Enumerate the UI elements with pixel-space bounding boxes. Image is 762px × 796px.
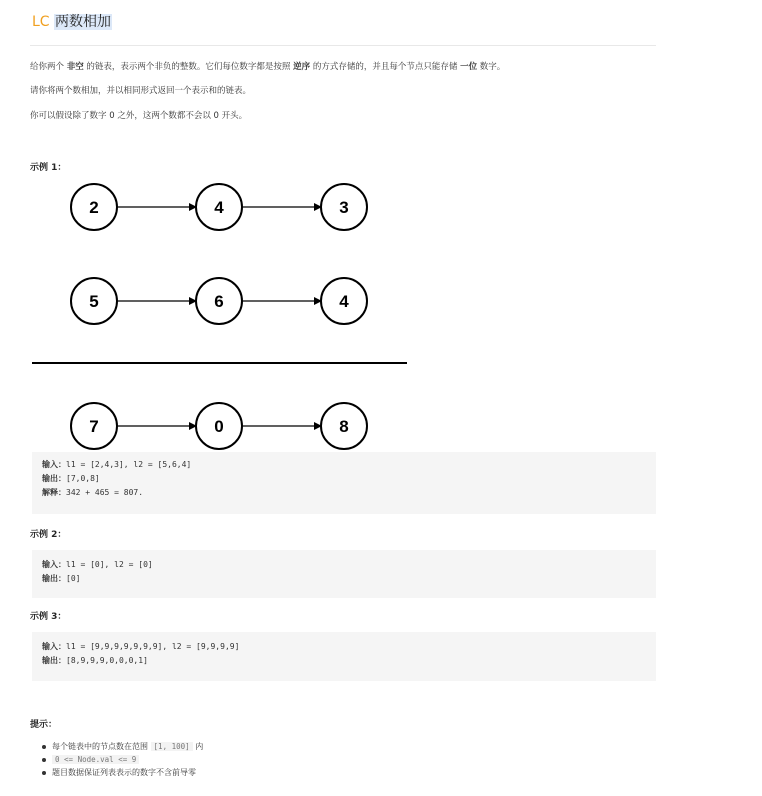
example-3-output-line: 输出：[8,9,9,9,0,0,0,1]: [42, 656, 148, 665]
example-1-code-block: [32, 452, 656, 514]
hints-heading: 提示：: [30, 720, 58, 730]
example-3-code-block: [32, 632, 656, 681]
site-tag: LC: [32, 14, 50, 30]
example-2-code-block: [32, 550, 656, 598]
example-2-input-line: 输入：l1 = [0], l2 = [0]: [42, 560, 153, 569]
example-1-output-line: 输出：[7,0,8]: [42, 474, 100, 483]
hint-item-2: 0 <= Node.val <= 9: [40, 753, 203, 766]
example-1-input-line: 输入：l1 = [2,4,3], l2 = [5,6,4]: [42, 460, 192, 469]
result-list-node-2-value: 0: [214, 417, 224, 436]
list-2-node-2-value: 6: [214, 292, 224, 311]
description-paragraph-2: 请你将两个数相加，并以相同形式返回一个表示和的链表。: [30, 86, 252, 96]
example-3-heading: 示例 3：: [30, 612, 67, 622]
list-1-node-1-value: 2: [89, 198, 99, 217]
example-1-heading: 示例 1：: [30, 163, 67, 173]
hints-list: [40, 740, 203, 779]
problem-title: 两数相加: [55, 14, 112, 30]
example-2-output-line: 输出：[0]: [42, 574, 81, 583]
hint-item-1: 每个链表中的节点数在范围 [1, 100] 内: [40, 740, 203, 753]
list-1-node-2-value: 4: [214, 198, 224, 217]
list-2-node-3-value: 4: [339, 292, 349, 311]
example-3-input-line: 输入：l1 = [9,9,9,9,9,9,9], l2 = [9,9,9,9]: [42, 642, 240, 651]
example-1-explain-line: 解释：342 + 465 = 807.: [42, 488, 144, 497]
example-2-heading: 示例 2：: [30, 530, 67, 540]
result-list-node-3-value: 8: [339, 417, 349, 436]
list-2-node-1-value: 5: [89, 292, 99, 311]
description-paragraph-3: 你可以假设除了数字 0 之外，这两个数都不会以 0 开头。: [30, 111, 248, 121]
description-paragraph-1: 给你两个 非空 的链表，表示两个非负的整数。它们每位数字都是按照 逆序 的方式存储的，并且每个节点只能存储 一位 数字。: [30, 62, 506, 72]
list-1-node-3-value: 3: [339, 198, 349, 217]
hint-item-3: 题目数据保证列表表示的数字不含前导零: [40, 766, 203, 779]
result-list-node-1-value: 7: [89, 417, 99, 436]
